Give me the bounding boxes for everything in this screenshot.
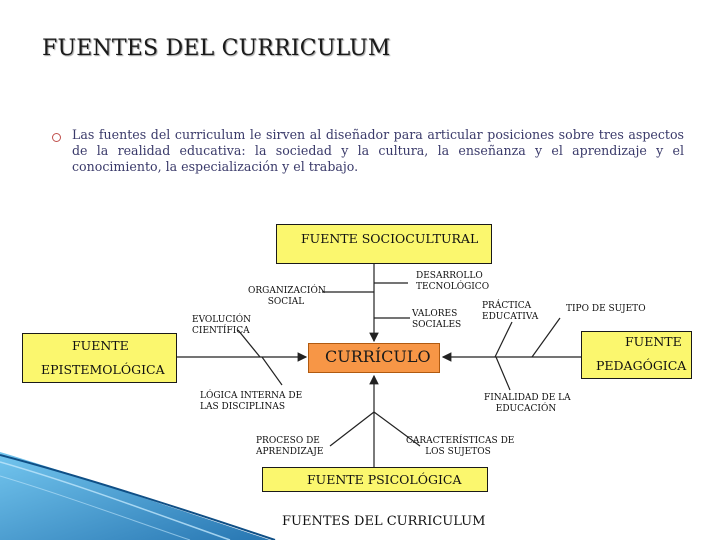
label-organizacion-social: ORGANIZACIÓN SOCIAL xyxy=(248,286,326,307)
label-practica-educativa: PRÁCTICA EDUCATIVA xyxy=(482,301,539,322)
fuente-epistemologica-box xyxy=(22,333,177,383)
fuente-psicologica-box xyxy=(262,467,488,492)
label-proceso-aprendizaje: PROCESO DE APRENDIZAJE xyxy=(256,436,324,457)
label-logica-interna: LÓGICA INTERNA DE LAS DISCIPLINAS xyxy=(200,391,303,412)
fuente-pedagogica-line1: FUENTE xyxy=(625,334,682,349)
fuente-pedagogica-box xyxy=(581,331,692,379)
label-tipo-de-sujeto: TIPO DE SUJETO xyxy=(566,304,646,314)
fuente-epistemologica-line2: EPISTEMOLÓGICA xyxy=(41,362,165,377)
label-evolucion-cientifica: EVOLUCIÓN CIENTÍFICA xyxy=(192,315,252,336)
label-caracteristicas-sujetos: CARACTERÍSTICAS DE LOS SUJETOS xyxy=(406,436,515,457)
intro-paragraph: Las fuentes del curriculum le sirven al diseñador para articular posiciones sobre tres aspectos de la realidad educativa: la sociedad y la cultura, la enseñanza y el aprendizaje y el conocimiento, la especialización y el trabajo. xyxy=(72,127,684,174)
label-finalidad-educacion: FINALIDAD DE LA EDUCACIÓN xyxy=(484,393,571,414)
slide-title: FUENTES DEL CURRICULUM xyxy=(42,36,391,61)
curriculo-center-box xyxy=(308,343,440,373)
fuente-psicologica-label: FUENTE PSICOLÓGICA xyxy=(307,472,462,487)
label-valores-sociales: VALORES SOCIALES xyxy=(412,309,462,330)
fuente-sociocultural-box xyxy=(276,224,492,264)
curriculo-label: CURRÍCULO xyxy=(325,347,431,366)
fuente-sociocultural-label: FUENTE SOCIOCULTURAL xyxy=(301,231,479,246)
fuente-epistemologica-line1: FUENTE xyxy=(72,338,129,353)
fuente-pedagogica-line2: PEDAGÓGICA xyxy=(596,358,687,373)
label-desarrollo-tecnologico: DESARROLLO TECNOLÓGICO xyxy=(416,271,490,292)
slide-footer: FUENTES DEL CURRICULUM xyxy=(282,514,486,529)
